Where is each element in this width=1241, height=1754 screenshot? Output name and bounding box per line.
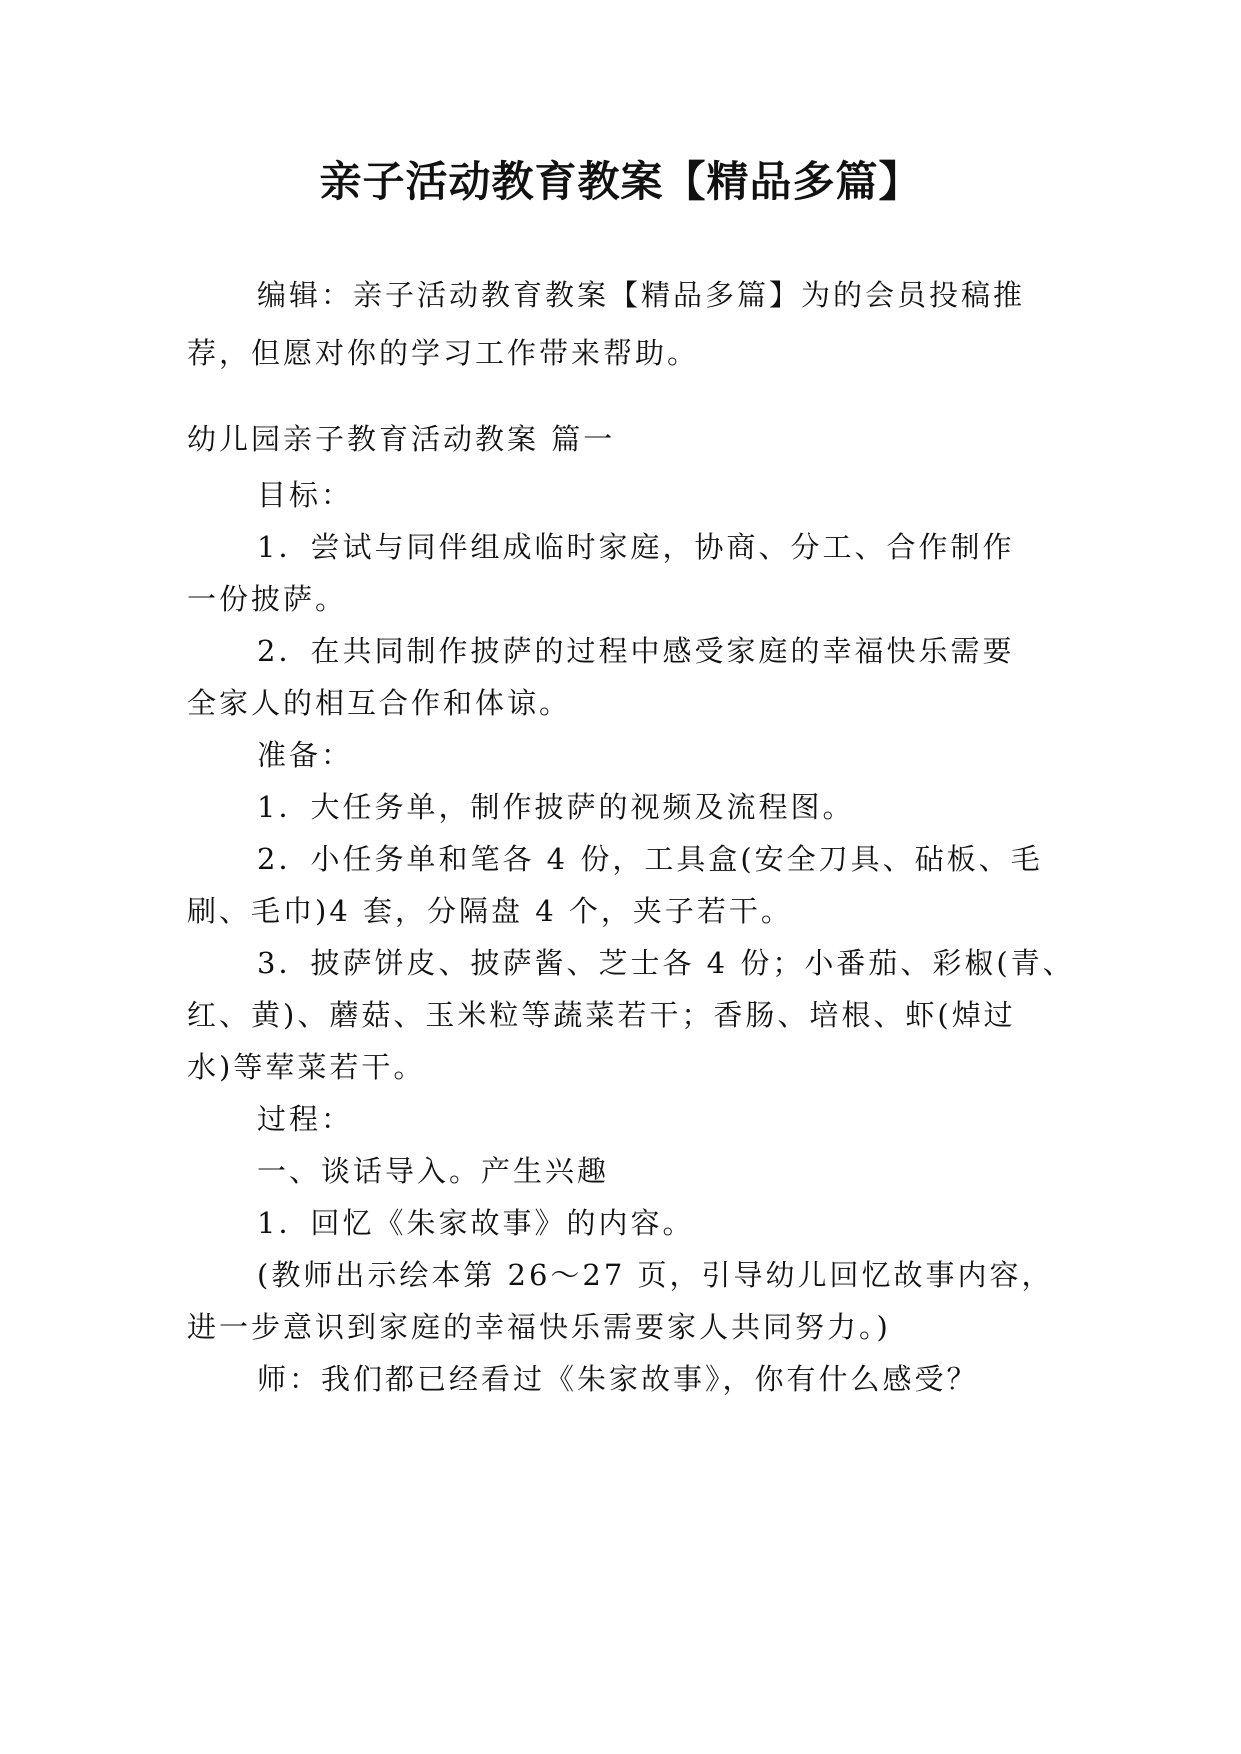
process-step-heading: 一、谈话导入。产生兴趣: [257, 1154, 610, 1188]
process-note-line-2: 进一步意识到家庭的幸福快乐需要家人共同努力。): [187, 1310, 891, 1344]
prep-item-2-line-1: 2．小任务单和笔各 4 份，工具盒(安全刀具、砧板、毛: [257, 842, 1043, 876]
goal-item-2-line-2: 全家人的相互合作和体谅。: [187, 686, 572, 720]
section-heading: 幼儿园亲子教育活动教案 篇一: [187, 422, 616, 456]
intro-line-1: 编辑：亲子活动教育教案【精品多篇】为的会员投稿推: [257, 278, 1026, 312]
prep-item-2-line-2: 刷、毛巾)4 套，分隔盘 4 个，夹子若干。: [187, 894, 793, 928]
prep-item-3-line-3: 水)等荤菜若干。: [187, 1050, 426, 1084]
document-title: 亲子活动教育教案【精品多篇】: [319, 157, 922, 206]
goal-item-2-line-1: 2．在共同制作披萨的过程中感受家庭的幸福快乐需要: [257, 634, 1015, 668]
process-heading: 过程：: [257, 1102, 354, 1136]
goal-item-1-line-1: 1．尝试与同伴组成临时家庭，协商、分工、合作制作: [257, 530, 1015, 564]
teacher-line: 师：我们都已经看过《朱家故事》，你有什么感受？: [257, 1362, 979, 1396]
prep-item-3-line-1: 3．披萨饼皮、披萨酱、芝士各 4 份；小番茄、彩椒(青、: [257, 946, 1075, 980]
process-note-line-1: (教师出示绘本第 26～27 页，引导幼儿回忆故事内容，: [257, 1258, 1054, 1292]
intro-line-2: 荐，但愿对你的学习工作带来帮助。: [187, 336, 700, 370]
goal-heading: 目标：: [257, 478, 354, 512]
process-item-1: 1．回忆《朱家故事》的内容。: [257, 1206, 695, 1240]
prep-item-1: 1．大任务单，制作披萨的视频及流程图。: [257, 790, 855, 824]
prep-heading: 准备：: [257, 738, 354, 772]
prep-item-3-line-2: 红、黄)、蘑菇、玉米粒等蔬菜若干；香肠、培根、虾(焯过: [187, 998, 1016, 1032]
goal-item-1-line-2: 一份披萨。: [187, 582, 348, 616]
